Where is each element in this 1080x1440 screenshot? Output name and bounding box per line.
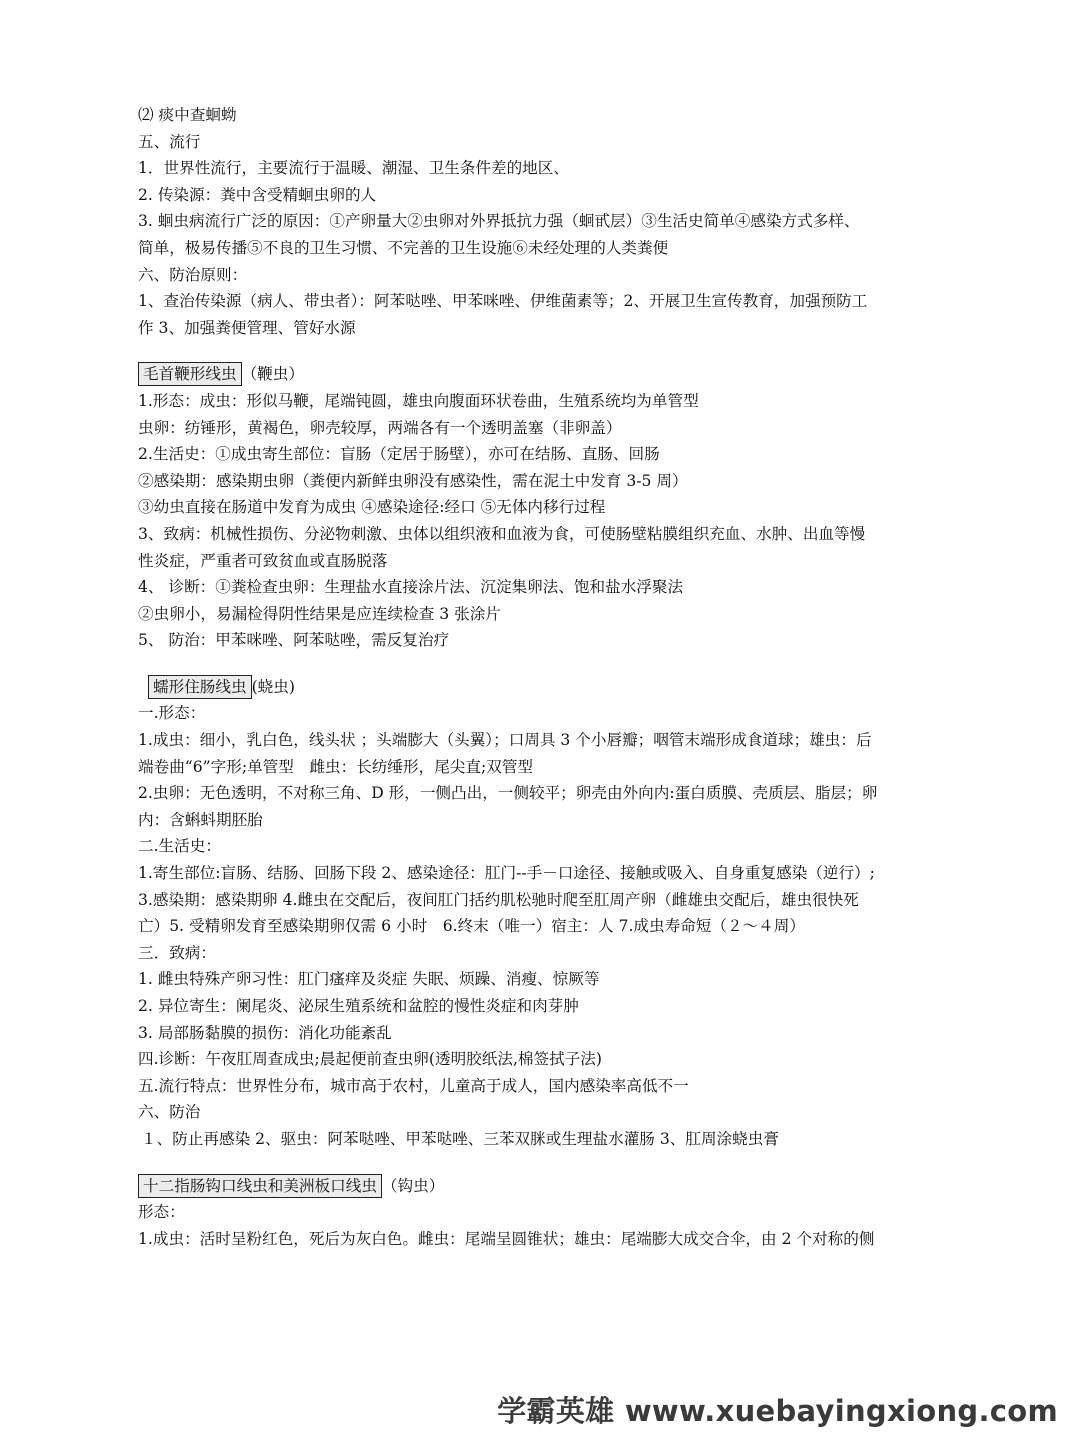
text-line: ③幼虫直接在肠道中发育为成虫 ④感染途径:经口 ⑤无体内移行过程 [138,498,606,517]
section-heading: 形态： [138,1203,185,1222]
section-heading: 五、流行 [138,132,201,151]
hookworm-title-box: 十二指肠钩口线虫和美洲板口线虫 [138,1174,382,1198]
text-line: 简单，极易传播⑤不良的卫生习惯、不完善的卫生设施⑥未经处理的人类粪便 [138,238,669,257]
text-line: 2.虫卵：无色透明，不对称三角、D 形，一侧凸出，一侧较平；卵壳由外向内:蛋白质膜、壳质层、脂层；卵 [138,784,878,803]
section-heading: 六、防治 [138,1103,201,1122]
document-body [138,102,990,1252]
text-line: 1.成虫：细小，乳白色，线头状 ；头端膨大（头翼）；口周具 3 个小唇瓣；咽管末端形成食道球；雄虫：后 [138,731,872,750]
whipworm-title-box: 毛首鞭形线虫 [138,362,242,386]
text-line: 内：含蝌蚪期胚胎 [138,810,263,829]
hookworm-alias: （钩虫） [381,1176,445,1195]
pinworm-alias: (蛲虫) [251,677,295,696]
text-line: 2.生活史：①成虫寄生部位：盲肠（定居于肠壁），亦可在结肠、直肠、回肠 [138,445,660,464]
text-line: 5、 防治：甲苯咪唑、阿苯哒唑，需反复治疗 [138,631,450,650]
text-line: 四.诊断：午夜肛周查成虫;晨起便前查虫卵(透明胶纸法,棉签拭子法) [138,1050,602,1069]
text-line: 五.流行特点：世界性分布，城市高于农村，儿童高于成人，国内感染率高低不一 [138,1076,689,1095]
text-line: 4、 诊断：①粪检查虫卵：生理盐水直接涂片法、沉淀集卵法、饱和盐水浮聚法 [138,578,684,597]
text-line: ②感染期：感染期虫卵（粪便内新鲜虫卵没有感染性，需在泥土中发育 3-5 周） [138,471,688,490]
text-line: 3、致病：机械性损伤、分泌物刺激、虫体以组织液和血液为食，可使肠壁粘膜组织充血、水肿、出血等慢 [138,524,866,543]
text-line: 2. 异位寄生：阑尾炎、泌尿生殖系统和盆腔的慢性炎症和肉芽肿 [138,997,579,1015]
text-line: 1.成虫：活时呈粉红色，死后为灰白色。雌虫：尾端呈圆锥状；雄虫：尾端膨大成交合伞，由 2 个对称的侧 [138,1229,875,1248]
watermark: 学霸英雄 www.xuebayingxiong.com [497,1394,1058,1428]
text-line: 1.寄生部位:盲肠、结肠、回肠下段 2、感染途径：肛门--手－口途径、接触或吸入、自身重复感染（逆行）; [138,864,875,883]
text-line: ②虫卵小，易漏检得阴性结果是应连续检查 3 张涂片 [138,604,501,623]
text-line: １、防止再感染 2、驱虫：阿苯哒唑、甲苯哒唑、三苯双脒或生理盐水灌肠 3、肛周涂蛲虫膏 [141,1129,779,1148]
text-line: 性炎症，严重者可致贫血或直肠脱落 [138,551,388,570]
hookworm-heading [138,1173,990,1200]
text-line: 端卷曲“6”字形;单管型 雌虫：长纺缍形，尾尖直;双管型 [138,757,534,776]
pinworm-title-box: 蠕形住肠线虫 [148,675,252,699]
text-line: 虫卵：纺锤形，黄褐色，卵壳较厚，两端各有一个透明盖塞（非卵盖） [138,418,622,437]
text-line: 1、查治传染源（病人、带虫者）：阿苯哒唑、甲苯咪唑、伊维菌素等；2、开展卫生宣传教育，加强预防工 [138,292,868,311]
whipworm-alias: （鞭虫） [241,365,304,384]
whipworm-heading [138,361,990,388]
section-heading: 二.生活史： [138,837,221,856]
text-line: 1.形态：成虫：形似马鞭，尾端钝圆，雄虫向腹面环状卷曲，生殖系统均为单管型 [138,391,699,410]
text-line: 3. 局部肠黏膜的损伤：消化功能紊乱 [138,1023,392,1042]
text-line: ⑵ 痰中查蛔蚴 [138,106,237,124]
pinworm-heading [138,674,990,701]
text-line: 1. 雌虫特殊产卵习性：肛门瘙痒及炎症 失眠、烦躁、消瘦、惊厥等 [138,970,600,989]
section-heading: 一.形态： [138,704,206,723]
text-line: 亡）5. 受精卵发育至感染期卵仅需 6 小时 6.终末（唯一）宿主：人 7.成虫寿命短（２～４周） [138,917,805,936]
text-line: 作 3、加强粪便管理、管好水源 [138,318,356,337]
section-heading: 三．致病： [138,943,216,962]
text-line: 3. 蛔虫病流行广泛的原因：①产卵量大②虫卵对外界抵抗力强（蛔甙层）③生活史简单④感染方式多样、 [138,212,860,231]
section-heading: 六、防治原则： [138,265,248,284]
text-line: 3.感染期：感染期卵 4.雌虫在交配后，夜间肛门括约肌松驰时爬至肛周产卵（雌雄虫交配后，雄虫很快死 [138,890,859,909]
text-line: 2. 传染源：粪中含受精蛔虫卵的人 [138,185,377,204]
text-line: 1．世界性流行，主要流行于温暖、潮湿、卫生条件差的地区、 [138,159,569,178]
